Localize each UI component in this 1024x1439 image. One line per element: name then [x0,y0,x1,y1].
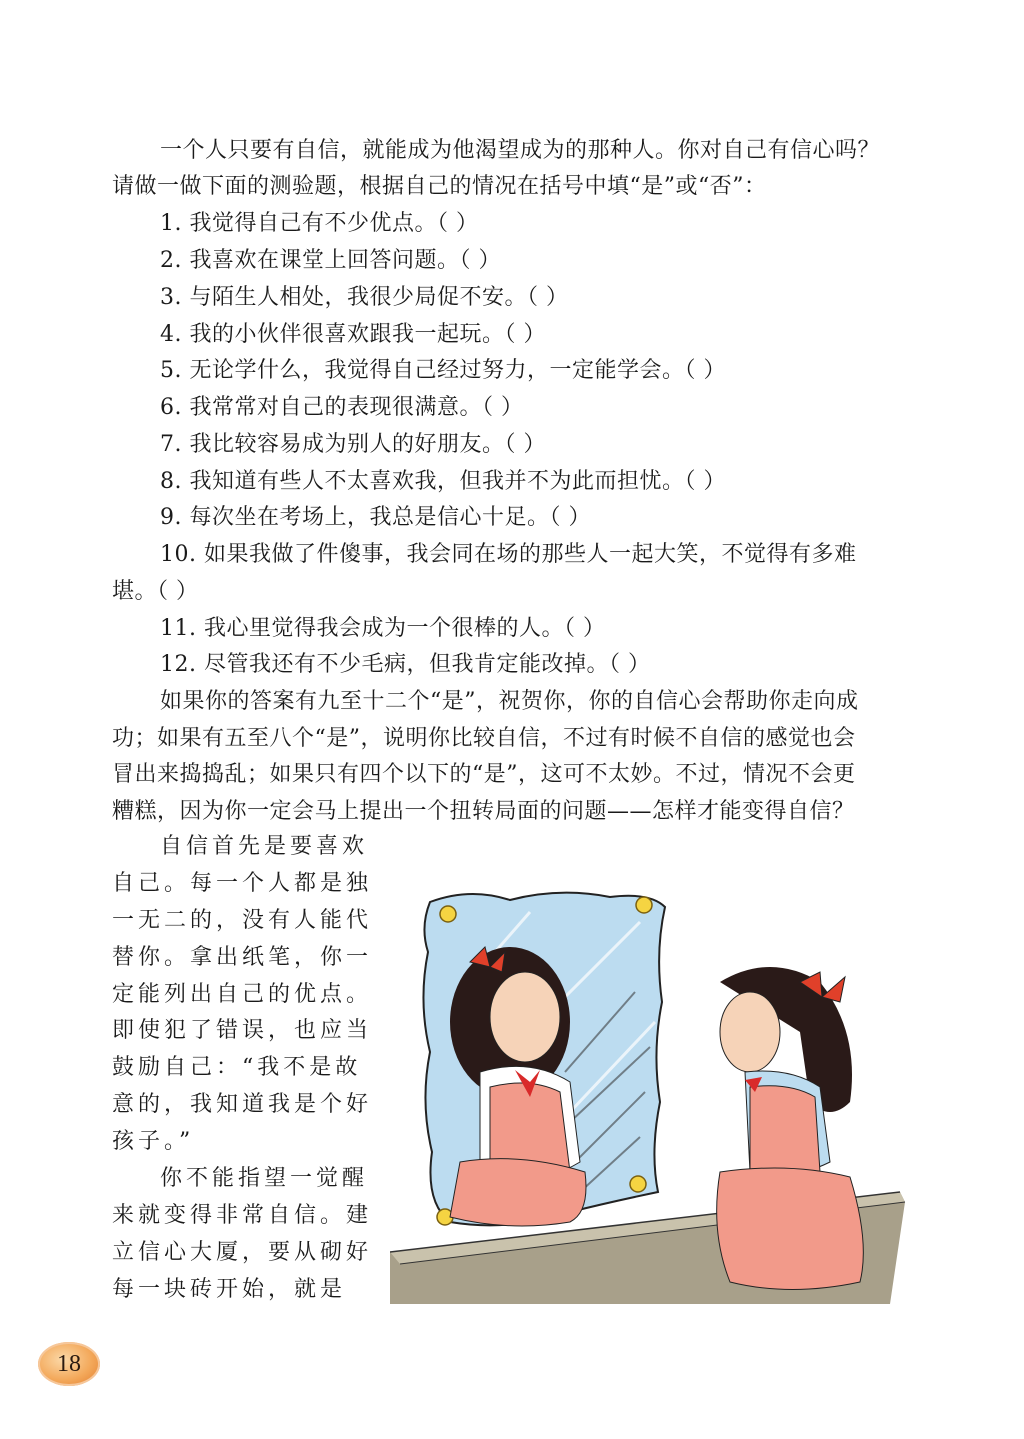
quiz-item-3: 3. 与陌生人相处，我很少局促不安。（ ） [160,285,569,310]
column-line-11: 来就变得非常自信。建 [112,1203,373,1228]
intro-line-2: 请做一做下面的测验题，根据自己的情况在括号中填“是”或“否”： [112,174,767,199]
column-line-6: 即使犯了错误，也应当 [112,1018,373,1043]
result-line-1: 如果你的答案有九至十二个“是”，祝贺你，你的自信心会帮助你走向成 [160,689,859,714]
result-line-4: 糟糕，因为你一定会马上提出一个扭转局面的问题——怎样才能变得自信？ [112,799,855,824]
quiz-item-11: 11. 我心里觉得我会成为一个很棒的人。（ ） [160,616,606,641]
column-line-9: 孩子。” [112,1129,195,1154]
column-line-5: 定能列出自己的优点。 [112,982,373,1007]
quiz-item-9: 9. 每次坐在考场上，我总是信心十足。（ ） [160,505,591,530]
column-line-8: 意的，我知道我是个好 [112,1092,373,1117]
column-line-10: 你不能指望一觉醒 [160,1166,369,1191]
result-line-3: 冒出来捣捣乱；如果只有四个以下的“是”，这可不太妙。不过，情况不会更 [112,762,856,787]
column-line-13: 每一块砖开始，就是 [112,1277,347,1302]
page-number-badge [38,1342,100,1386]
result-line-2: 功；如果有五至八个“是”，说明你比较自信，不过有时候不自信的感觉也会 [112,726,856,751]
quiz-item-5: 5. 无论学什么，我觉得自己经过努力，一定能学会。（ ） [160,358,726,383]
column-line-3: 一无二的，没有人能代 [112,908,373,933]
quiz-item-12: 12. 尽管我还有不少毛病，但我肯定能改掉。（ ） [160,652,651,677]
page-number: 18 [57,1350,81,1377]
column-line-1: 自信首先是要喜欢 [160,834,369,859]
quiz-item-10-cont: 堪。（ ） [112,579,199,604]
column-line-7: 鼓励自己：“我不是故 [112,1055,362,1080]
girl-graphic [717,967,864,1290]
quiz-item-6: 6. 我常常对自己的表现很满意。（ ） [160,395,524,420]
quiz-item-4: 4. 我的小伙伴很喜欢跟我一起玩。（ ） [160,322,546,347]
intro-line-1: 一个人只要有自信，就能成为他渴望成为的那种人。你对自己有信心吗？ [160,138,881,163]
column-line-12: 立信心大厦，要从砌好 [112,1240,373,1265]
quiz-item-2: 2. 我喜欢在课堂上回答问题。（ ） [160,248,501,273]
girl-mirror-illustration [390,872,910,1304]
quiz-item-1: 1. 我觉得自己有不少优点。（ ） [160,211,479,236]
quiz-item-7: 7. 我比较容易成为别人的好朋友。（ ） [160,432,546,457]
quiz-item-10: 10. 如果我做了件傻事，我会同在场的那些人一起大笑，不觉得有多难 [160,542,857,567]
column-line-2: 自己。每一个人都是独 [112,871,373,896]
column-line-4: 替你。拿出纸笔，你一 [112,945,373,970]
quiz-item-8: 8. 我知道有些人不太喜欢我，但我并不为此而担忧。（ ） [160,469,726,494]
